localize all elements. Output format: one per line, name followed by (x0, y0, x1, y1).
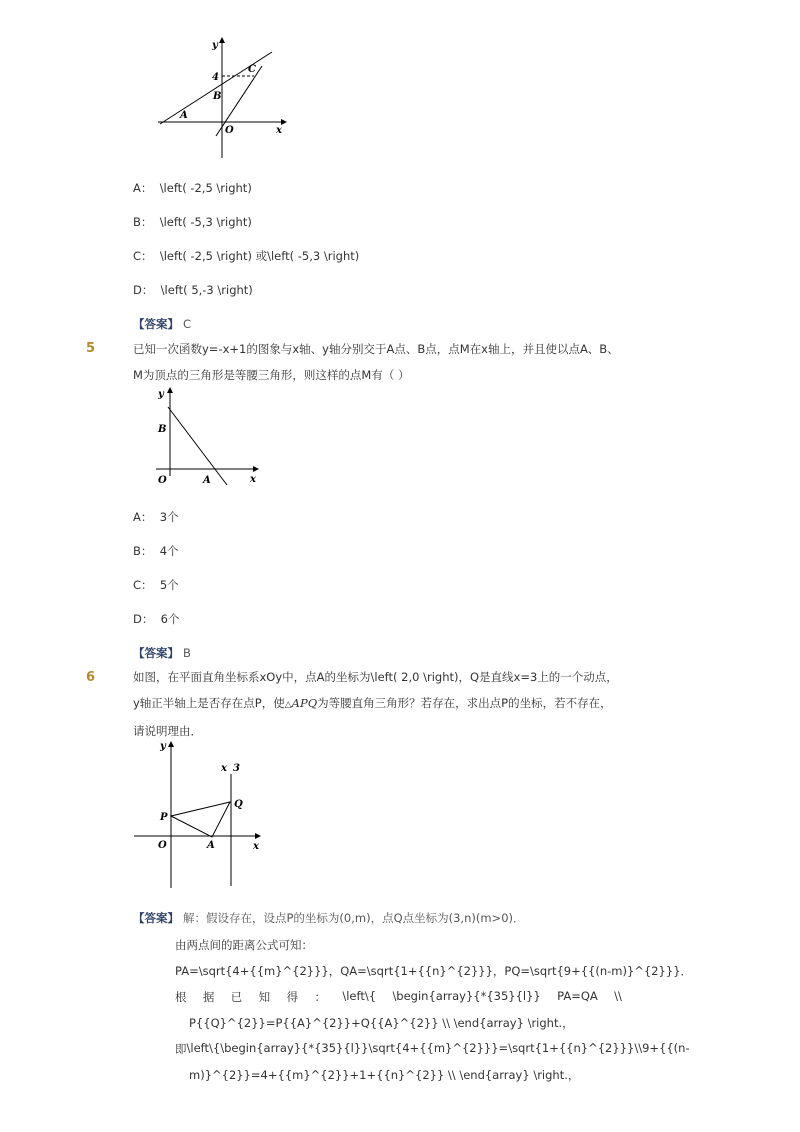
answer-value: C (183, 317, 192, 331)
origin-label: O (158, 475, 167, 486)
option-letter: A： (133, 510, 153, 524)
question-5-text: 已知一次函数y=-x+1的图象与x轴、y轴分别交于A点、B点，点M在x轴上，并且使以点A、B、M为顶点的三角形是等腰三角形，则这样的点M有（ ） (133, 342, 619, 382)
q5-option-c (133, 577, 179, 593)
point-a-label: A (207, 840, 215, 851)
word: \left\{ (342, 989, 377, 1003)
option-text: \left( -5,3 \right) (159, 215, 252, 229)
y-label: y (212, 40, 218, 51)
solution-line-4 (175, 1041, 690, 1057)
point-p-label: P (160, 812, 168, 823)
q5-figure (150, 384, 265, 490)
x-label: x (276, 125, 282, 136)
triangle-symbol: △ (284, 700, 292, 710)
q5-option-a (133, 509, 179, 525)
word: 已 (230, 990, 243, 1004)
q5-option-b (133, 543, 179, 559)
option-text: 5个 (159, 578, 179, 592)
option-text: \left( -2,5 \right) (159, 181, 252, 195)
word: 据 (202, 990, 215, 1004)
option-text: \left( 5,-3 \right) (160, 283, 253, 297)
word: \left\{ (186, 1041, 221, 1055)
option-letter: B： (133, 215, 153, 229)
option-text: 4个 (159, 544, 179, 558)
word: \sqrt{4+{{m}^{2}}}=\sqrt{1+{{n}^{2}}} (368, 1041, 635, 1055)
solution-line-2: PA=\sqrt{4+{{m}^{2}}}，QA=\sqrt{1+{{n}^{2}}}，PQ=\sqrt{9+{{(n-m)}^{2}}}． (175, 964, 693, 978)
solution-line-3b: P{{Q}^{2}}=P{{A}^{2}}+Q{{A}^{2}} \\ \end{array} \right.， (189, 1016, 574, 1030)
option-letter: D： (133, 612, 154, 626)
solution-line-4b: m)}^{2}}=4+{{m}^{2}}+1+{{n}^{2}} \\ \end{array} \right.， (189, 1068, 580, 1082)
answer-tag: 【答案】 (133, 646, 179, 660)
line-label-x: x (221, 763, 227, 774)
solution-line-1: 由两点间的距离公式可知： (175, 938, 313, 952)
origin-label: O (225, 125, 234, 136)
question-6-text-part1: 如图，在平面直角坐标系xOy中，点A的坐标为\left( 2,0 \right)，Q是直线x=3上的一个动点，y轴正半轴上是否存在点P，使 (133, 670, 618, 710)
word: 即 (175, 1042, 187, 1056)
q5-option-d (133, 611, 180, 627)
question-6-text-part2: 为等腰直角三角形？若存在，求出点P的坐标，若不存在，请说明理由． (133, 696, 612, 738)
point-b-label: B (213, 91, 222, 102)
line-ab (160, 52, 272, 124)
word: ： (314, 990, 326, 1004)
question-6-text (133, 664, 623, 744)
answer-tag: 【答案】 (133, 317, 179, 331)
word: 9+{{(n- (642, 1041, 690, 1055)
option-text: 3个 (159, 510, 179, 524)
triangle-apq (171, 802, 230, 837)
q4-option-c (133, 248, 359, 264)
tick-4-label: 4 (212, 72, 219, 83)
q4-option-b (133, 214, 252, 230)
x-label: x (253, 841, 259, 852)
solution-intro: 解：假设存在，设点P的坐标为(0,m)，点Q点坐标为(3,n)(m>0)． (183, 911, 525, 925)
word: \begin{array}{*{35}{l}} (220, 1041, 369, 1055)
point-a-label: A (180, 110, 188, 121)
line-label-3: 3 (233, 763, 240, 774)
word: \\ (634, 1041, 643, 1055)
point-a-label: A (203, 475, 211, 486)
q6-figure (130, 736, 270, 892)
x-label: x (250, 474, 256, 485)
answer-value: B (183, 646, 191, 660)
word: 知 (258, 990, 271, 1004)
option-letter: C： (133, 249, 153, 263)
word: \\ (614, 989, 622, 1003)
word: 根 (175, 990, 187, 1004)
point-q-label: Q (234, 799, 243, 810)
q5-answer (133, 645, 191, 661)
solution-line-3 (175, 989, 622, 1005)
word: 得 (286, 990, 299, 1004)
y-label: y (158, 389, 164, 400)
option-letter: B： (133, 544, 153, 558)
word: PA=QA (557, 989, 598, 1003)
q6-answer (133, 910, 525, 926)
triangle-name: APQ (291, 696, 318, 710)
answer-tag: 【答案】 (133, 911, 179, 925)
word: \begin{array}{*{35}{l}} (392, 989, 541, 1003)
line-ab (168, 407, 227, 485)
origin-label: O (158, 840, 167, 851)
q4-option-d (133, 282, 253, 298)
question-number-6: 6 (86, 670, 96, 685)
option-letter: D： (133, 283, 154, 297)
q4-option-a (133, 180, 252, 196)
point-c-label: C (248, 64, 256, 75)
option-text: \left( -2,5 \right) 或\left( -5,3 \right) (159, 249, 360, 263)
option-text: 6个 (160, 612, 180, 626)
q4-answer (133, 316, 191, 332)
point-b-label: B (158, 424, 167, 435)
option-letter: A： (133, 181, 153, 195)
y-label: y (160, 741, 166, 752)
option-letter: C： (133, 578, 153, 592)
q4-figure (150, 32, 295, 162)
question-number-5: 5 (86, 341, 96, 356)
